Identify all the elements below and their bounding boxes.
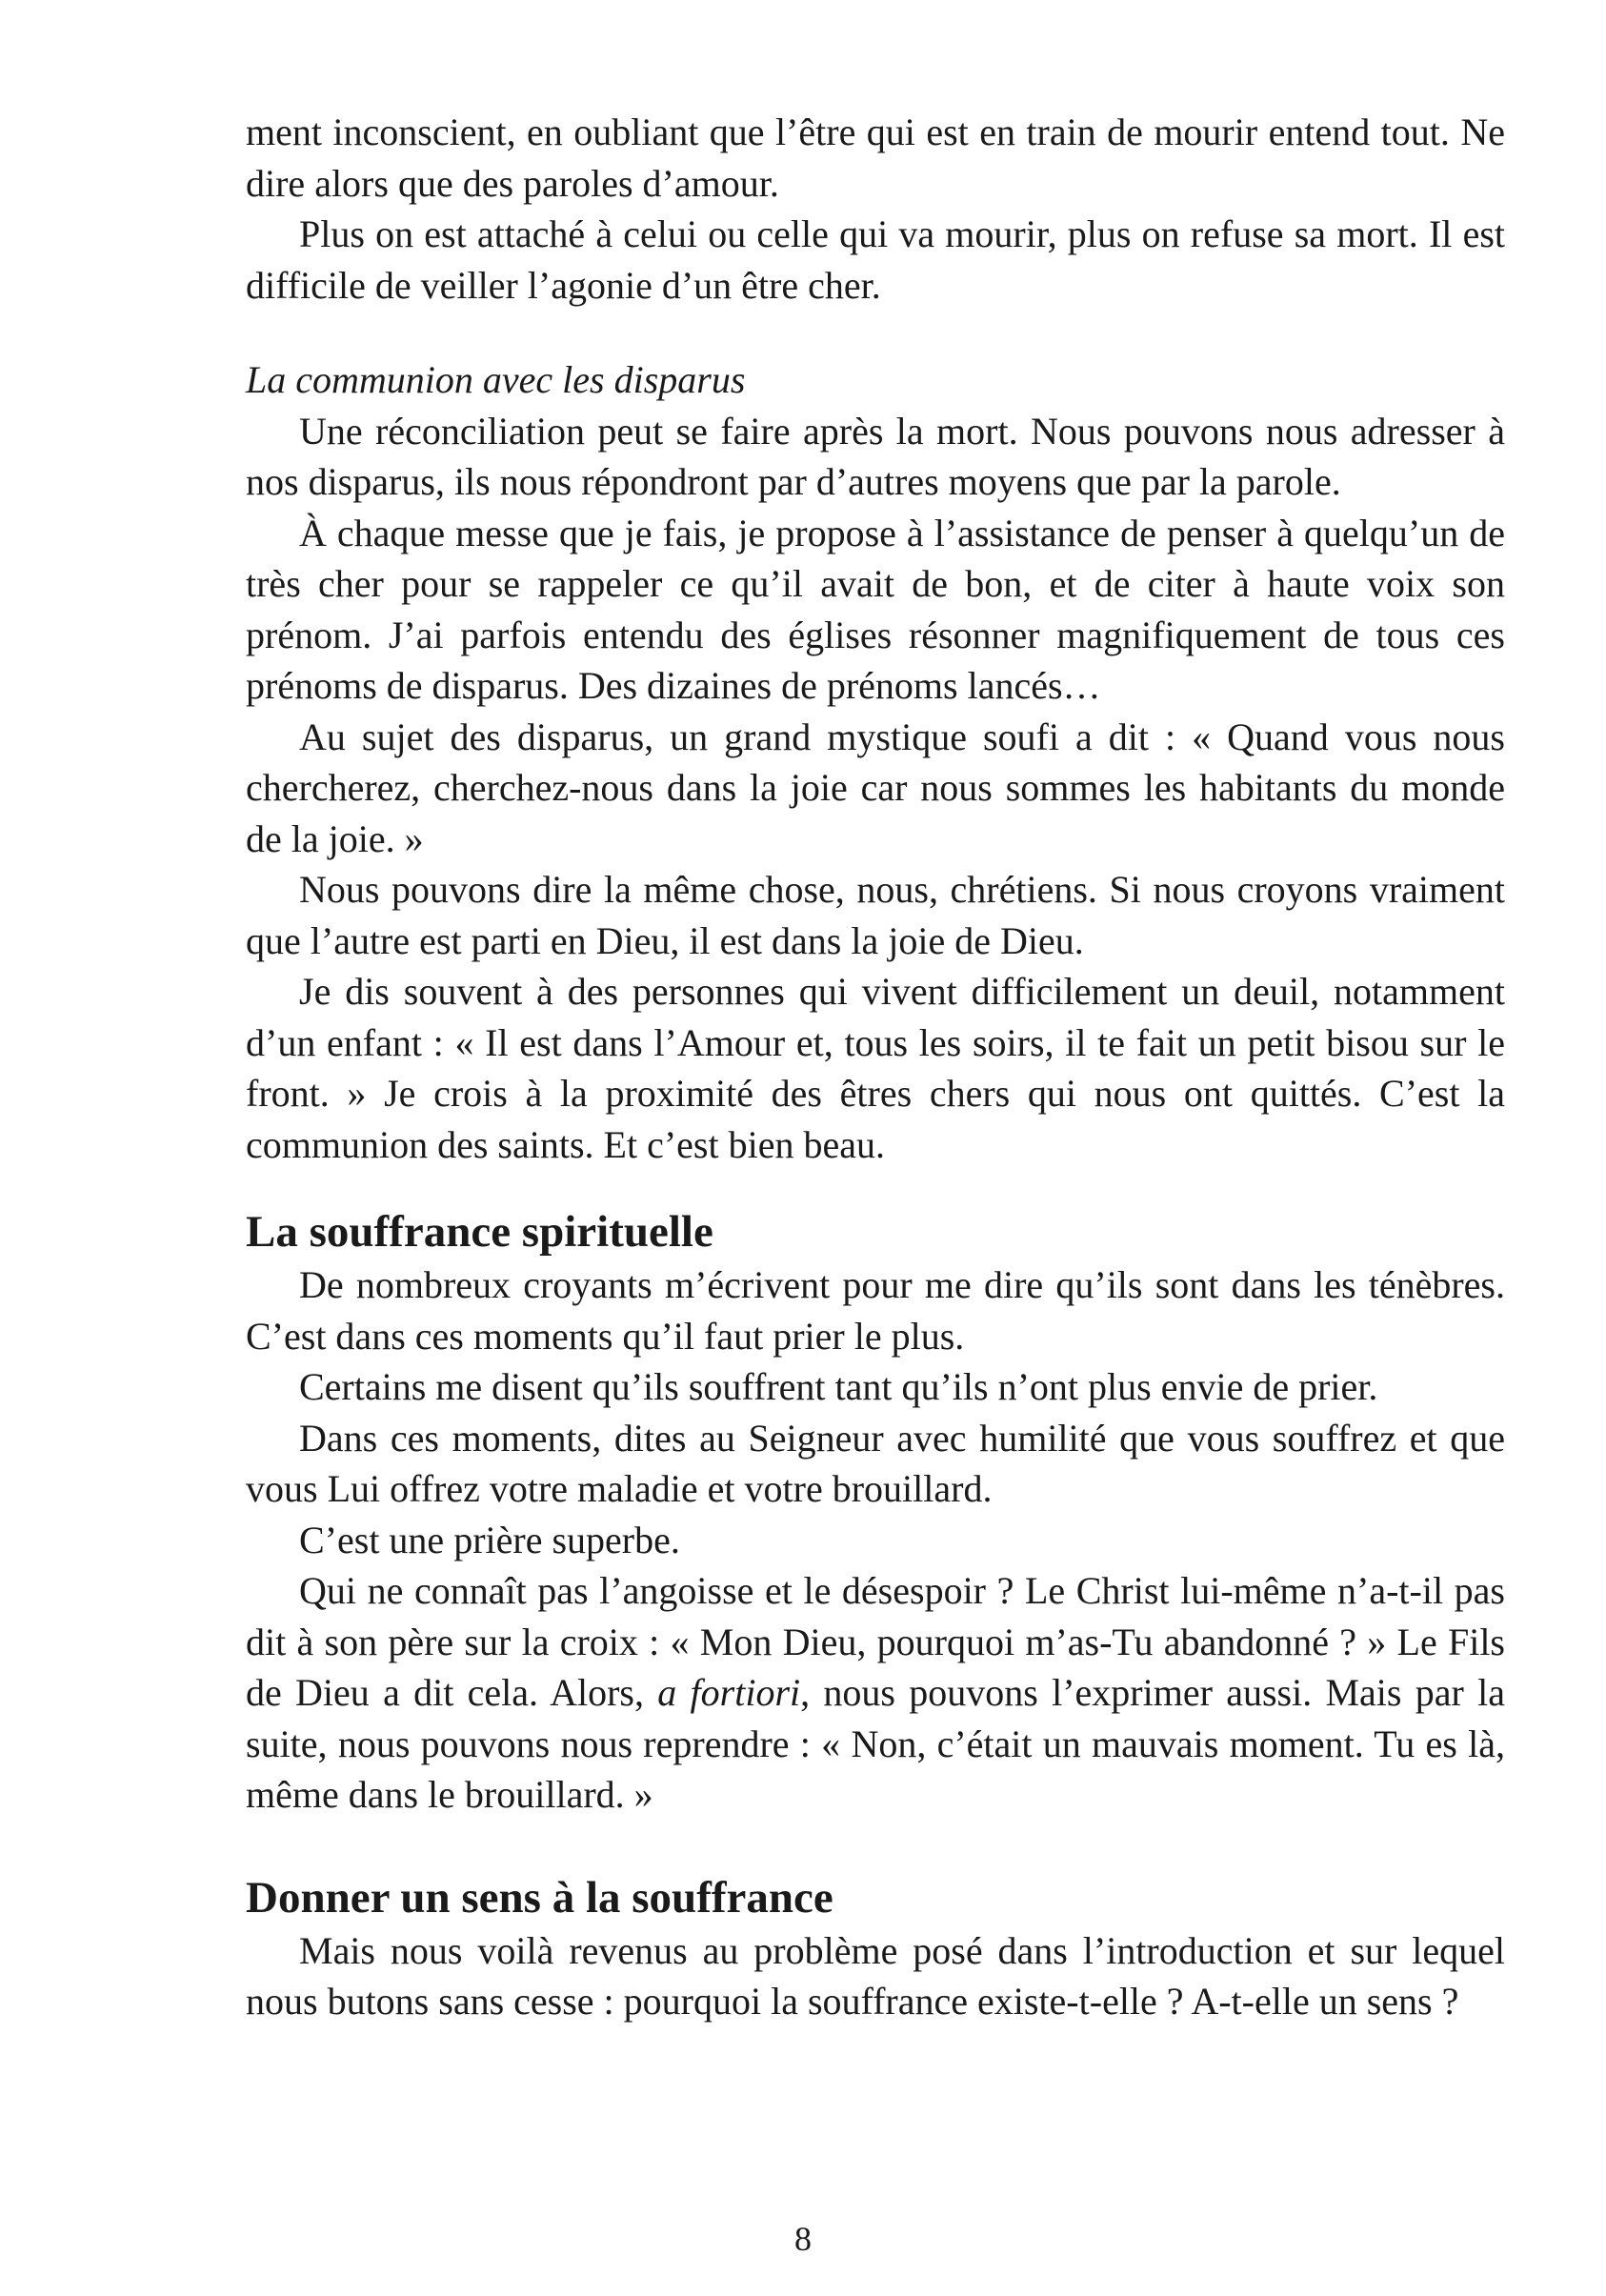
paragraph: Au sujet des disparus, un grand mystique soufi a dit : « Quand vous nous chercherez, cherchez-nous dans la joie car nous sommes les habitants du monde de la joie. »	[246, 715, 1505, 860]
paragraph: Je dis souvent à des personnes qui vivent difficilement un deuil, notamment d’un enfant : « Il est dans l’Amour et, tous les soirs, il te fait un petit bisou sur le front. » Je crois à la proximité des êtres chers qui nous ont quittés. C’est la communion des saints. Et c’est bien beau.	[246, 970, 1505, 1166]
section-communion	[246, 354, 1505, 1170]
section-heading-sens: Donner un sens à la souffrance	[246, 1872, 833, 1923]
paragraph: De nombreux croyants m’écrivent pour me dire qu’ils sont dans les ténèbres. C’est dans ces moments qu’il faut prier le plus.	[246, 1263, 1505, 1358]
subheading-communion: La communion avec les disparus	[246, 358, 746, 401]
paragraph: Mais nous voilà revenus au problème posé dans l’introduction et sur lequel nous butons sans cesse : pourquoi la souffrance existe-t-elle ? A-t-elle un sens ?	[246, 1928, 1505, 2023]
paragraph-with-emphasis	[246, 1565, 1505, 1821]
paragraph: Certains me disent qu’ils souffrent tant qu’ils n’ont plus envie de prier.	[299, 1365, 1378, 1408]
paragraph: Dans ces moments, dites au Seigneur avec humilité que vous souffrez et que vous Lui offrez votre maladie et votre brouillard.	[246, 1416, 1505, 1510]
emphasis-a-fortiori: a fortiori	[657, 1671, 801, 1714]
paragraph: Nous pouvons dire la même chose, nous, chrétiens. Si nous croyons vraiment que l’autre est parti en Dieu, il est dans la joie de Dieu.	[246, 868, 1505, 962]
paragraph: Une réconciliation peut se faire après la mort. Nous pouvons nous adresser à nos disparus, ils nous répondront par d’autres moyens que par la parole.	[246, 409, 1505, 503]
text-run: , nous pouvons l’exprimer aussi. Mais par la suite, nous pouvons nous reprendre : « Non, c’était un mauvais moment. Tu es là, même dans le brouillard. »	[246, 1671, 1505, 1816]
page-number: 8	[794, 2220, 812, 2258]
page-text	[246, 107, 1505, 2027]
paragraph: À chaque messe que je fais, je propose à l’assistance de penser à quelqu’un de très cher pour se rappeler ce qu’il avait de bon, et de citer à haute voix son prénom. J’ai parfois entendu des églises résonner magnifiquement de tous ces prénoms de disparus. Des dizaines de prénoms lancés…	[246, 511, 1505, 707]
section-souffrance-spirituelle	[246, 1204, 1505, 1821]
section-donner-un-sens	[246, 1870, 1505, 2027]
intro-paragraph-continued: ment inconscient, en oubliant que l’être qui est en train de mourir entend tout. Ne dire alors que des paroles d’amour.	[246, 111, 1505, 205]
section-heading-souffrance: La souffrance spirituelle	[246, 1207, 713, 1257]
paragraph: C’est une prière superbe.	[299, 1518, 680, 1561]
text-run: Qui ne connaît pas l’angoisse et le désespoir ? Le Christ lui-même n’a-t-il pas dit à son père sur la croix : « Mon Dieu, pourquoi m’as-Tu abandonné ? » Le Fils de Dieu a dit cela. Alors,	[246, 1569, 1505, 1714]
intro-paragraph: Plus on est attaché à celui ou celle qui va mourir, plus on refuse sa mort. Il est difficile de veiller l’agonie d’un être cher.	[246, 212, 1505, 307]
